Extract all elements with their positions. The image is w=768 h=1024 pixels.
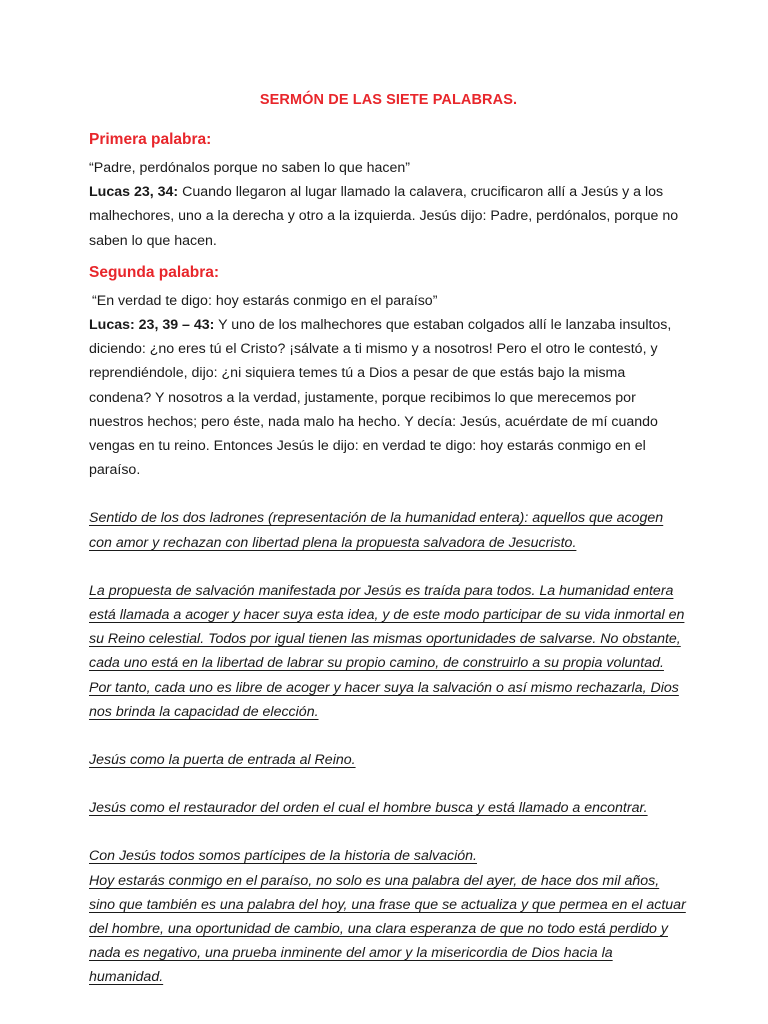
reflection-paragraph: Sentido de los dos ladrones (representación de la humanidad entera): aquellos que acogen con amor y rechazan con libertad plena la propuesta salvadora de Jesucristo. <box>89 510 664 551</box>
bible-passage: Cuando llegaron al lugar llamado la calavera, crucificaron allí a Jesús y a los malhechores, uno a la derecha y otro a la izquierda. Jesús dijo: Padre, perdónalos, porque no saben lo que hacen. <box>89 184 679 249</box>
reflection-paragraph: Con Jesús todos somos partícipes de la historia de salvación. <box>89 848 477 865</box>
spacer <box>89 555 688 579</box>
section-body <box>89 180 688 253</box>
bible-passage: Y uno de los malhechores que estaban colgados allí le lanzaba insultos, diciendo: ¿no eres tú el Cristo? ¡sálvate a ti mismo y a nosotros! Pero el otro le contestó, y reprendiéndole, dijo: ¿ni siquiera temes tú a Dios a pesar de que estás bajo la misma condena? Y nosotros a la verdad, justamente, porque recibimos lo que merecemos por nuestros hechos; pero éste, nada malo ha hecho. Y decía: Jesús, acuérdate de mí cuando vengas en tu reino. Entonces Jesús le dijo: en verdad te digo: hoy estarás conmigo en el paraíso. <box>89 317 672 479</box>
reflection-paragraph: La propuesta de salvación manifestada por Jesús es traída para todos. La humanidad entera está llamada a acoger y hacer suya esta idea, y de este modo participar de su vida inmortal en su Reino celestial. Todos por igual tienen las mismas oportunidades de salvarse. No obstante, cada uno está en la libertad de labrar su propio camino, de construirlo a su propia voluntad. Por tanto, cada uno es libre de acoger y hacer suya la salvación o así mismo rechazarla, Dios nos brinda la capacidad de elección. <box>89 582 685 720</box>
bible-reference: Lucas: 23, 39 – 43: <box>89 317 215 334</box>
spacer <box>89 253 688 263</box>
section-quote: “Padre, perdónalos porque no saben lo que hacen” <box>89 160 411 176</box>
reflection-paragraph: Jesús como el restaurador del orden el cual el hombre busca y está llamado a encontrar. <box>89 800 648 817</box>
section-body <box>89 313 688 482</box>
spacer <box>89 724 688 748</box>
section-primera-palabra <box>89 130 688 253</box>
document-title: SERMÓN DE LAS SIETE PALABRAS. <box>259 92 518 108</box>
spacer <box>89 772 688 796</box>
section-quote: “En verdad te digo: hoy estarás conmigo en el paraíso” <box>92 292 438 309</box>
spacer <box>89 482 688 506</box>
section-heading: Primera palabra: <box>89 131 212 148</box>
reflection-paragraph: Hoy estarás conmigo en el paraíso, no solo es una palabra del ayer, de hace dos mil años, sino que también es una palabra del hoy, una frase que se actualiza y que permea en el actuar del hombre, una oportunidad de cambio, una clara esperanza de que no todo está perdido y nada es negativo, una prueba inminente del amor y la misericordia de Dios hacia la humanidad. <box>89 872 686 986</box>
bible-reference: Lucas 23, 34: <box>89 184 179 201</box>
section-heading: Segunda palabra: <box>89 263 220 281</box>
reflection-paragraph: Jesús como la puerta de entrada al Reino. <box>89 752 356 769</box>
spacer <box>89 820 688 844</box>
section-segunda-palabra <box>89 263 688 483</box>
